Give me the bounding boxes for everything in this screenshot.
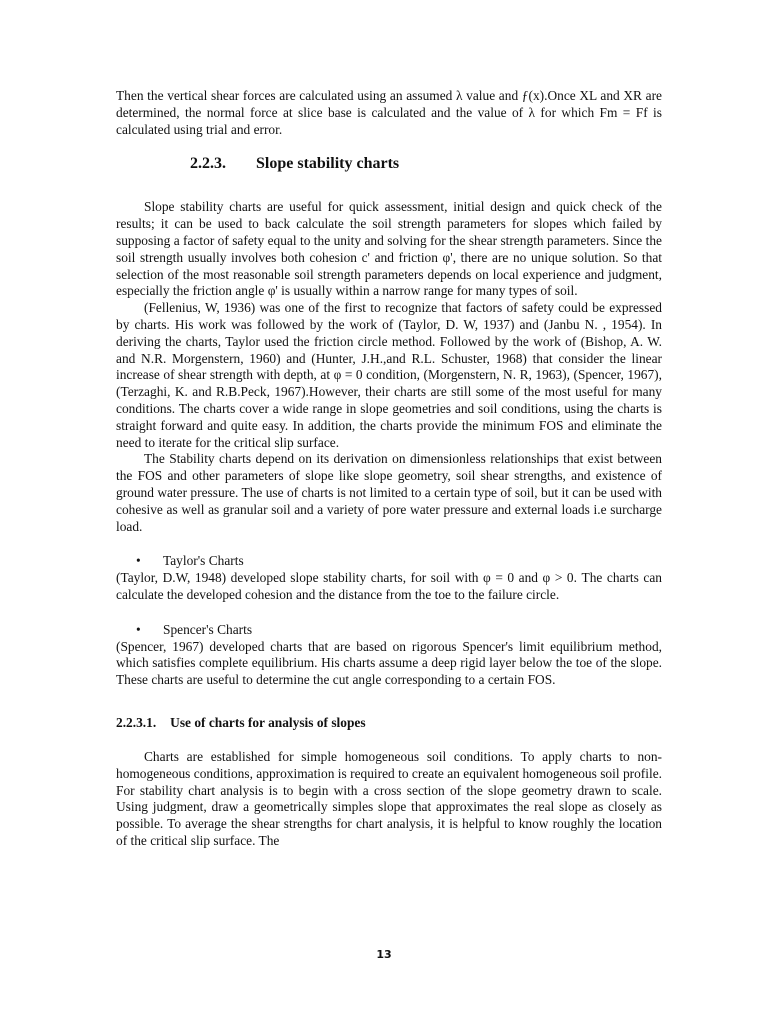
intro-paragraph: Then the vertical shear forces are calculated using an assumed λ value and ƒ(x).Once XL and XR are determined, the normal force at slice base is calculated and the value of λ for which Fm = Ff is calculated using trial and error. — [116, 88, 662, 137]
paragraph: Slope stability charts are useful for quick assessment, initial design and quick check of the results; it can be used to back calculate the soil strength parameters for slopes which failed by supposing a factor of safety equal to the unity and solving for the shear strength parameters. Since the soil strength usually involves both cohesion c' and friction φ', there are no unique solution. So that selection of the most reasonable soil strength parameters depends on local experience and judgment, especially the friction angle φ' is usually within a narrow range for many types of soil. — [116, 199, 662, 299]
bullet-label: Taylor's Charts — [163, 553, 244, 569]
bullet-marker: • — [136, 553, 141, 569]
page-number: 13 — [376, 948, 392, 961]
section-heading-2-2-3-1 — [116, 715, 662, 731]
paragraph: (Fellenius, W, 1936) was one of the first to recognize that factors of safety could be expressed by charts. His work was followed by the work of (Taylor, D. W, 1937) and (Janbu N. , 1954). In deriving the charts, Taylor used the friction circle method. Followed by the work of (Bishop, A. W. and N.R. Morgenstern, 1960) and (Hunter, J.H.,and R.L. Schuster, 1968) that consider the linear increase of shear strength with depth, at φ = 0 condition, (Morgenstern, N. R, 1963), (Spencer, 1967), (Terzaghi, K. and R.B.Peck, 1967).However, their charts are still some of the most useful for many conditions. The charts cover a wide range in slope geometries and soil conditions, using the charts is straight forward and quite easy. In addition, the charts provide the minimum FOS and eliminate the need to iterate for the critical slip surface. — [116, 300, 662, 450]
bullet-item — [116, 622, 662, 639]
bullet-paragraph: (Taylor, D.W, 1948) developed slope stability charts, for soil with φ = 0 and φ > 0. The charts can calculate the developed cohesion and the distance from the toe to the failure circle. — [116, 570, 662, 602]
paragraph: Charts are established for simple homogeneous soil conditions. To apply charts to non-homogeneous conditions, approximation is required to create an equivalent homogeneous soil profile. For stability chart analysis is to begin with a cross section of the slope geometry drawn to scale. Using judgment, draw a geometrically simples slope that approximates the real slope as closely as possible. To average the shear strengths for chart analysis, it is helpful to know roughly the location of the critical slip surface. The — [116, 748, 662, 848]
page-body — [116, 88, 662, 850]
bullet-item — [116, 553, 662, 570]
section-number: 2.2.3.1. — [116, 714, 157, 730]
bullet-marker: • — [136, 621, 141, 637]
bullet-label: Spencer's Charts — [163, 621, 253, 637]
section-heading-2-2-3 — [116, 155, 662, 173]
bullet-paragraph: (Spencer, 1967) developed charts that are based on rigorous Spencer's limit equilibrium method, which satisfies complete equilibrium. His charts assume a deep rigid layer below the toe of the slope. These charts are useful to determine the cut angle corresponding to a certain FOS. — [116, 638, 662, 688]
section-number: 2.2.3. — [190, 155, 226, 173]
paragraph: The Stability charts depend on its derivation on dimensionless relationships that exist between the FOS and other parameters of slope like slope geometry, soil shear strengths, and existence of ground water pressure. The use of charts is not limited to a certain type of soil, but it can be used with cohesive as well as granular soil and a variety of pore water pressure and external loads i.e surcharge load. — [116, 451, 662, 534]
section-title: Slope stability charts — [256, 155, 400, 173]
section-title: Use of charts for analysis of slopes — [170, 714, 366, 730]
